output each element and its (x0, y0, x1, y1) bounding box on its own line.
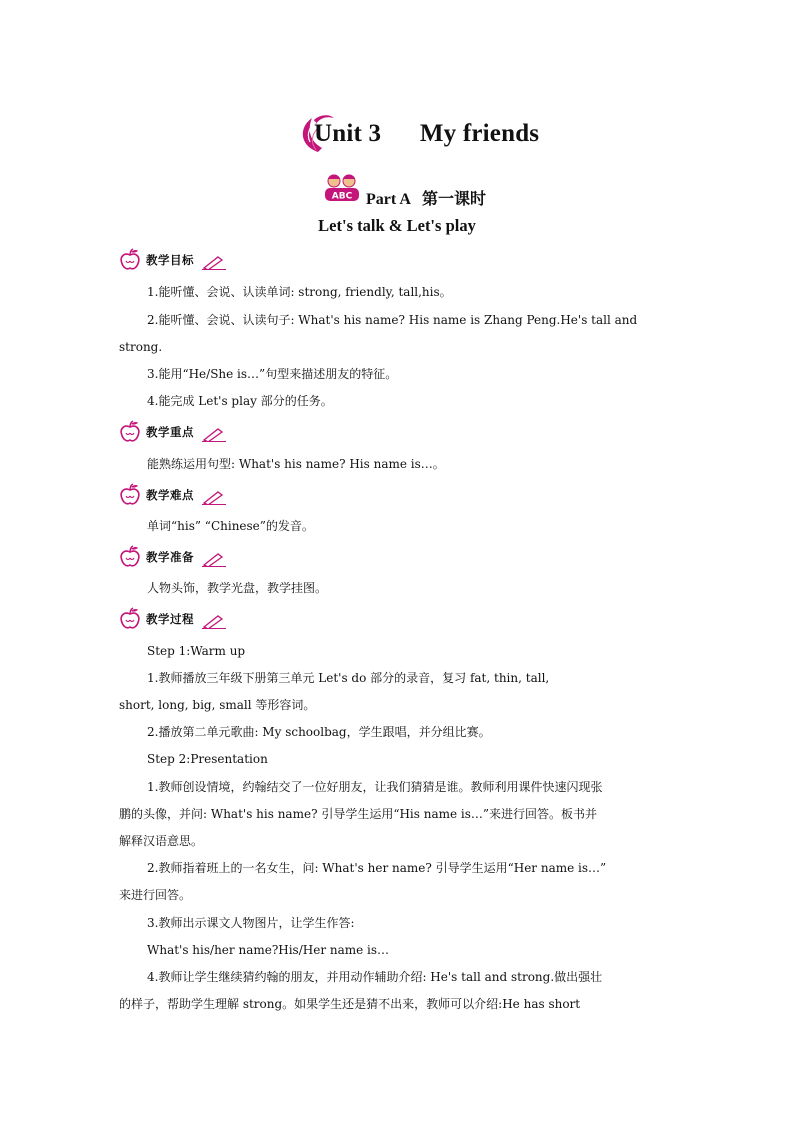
apple-icon (118, 420, 142, 444)
process-line-1: Step 1:Warm up (147, 644, 246, 658)
pencil-icon (202, 254, 226, 270)
section-header-key-points (118, 420, 228, 444)
process-line-6: 1.教师创设情境，约翰结交了一位好朋友，让我们猜猜是谁。教师利用课件快速闪现张 (147, 780, 603, 794)
section-header-objectives (118, 248, 228, 272)
section-title: 教学难点 (146, 488, 194, 502)
section-title: 教学准备 (146, 550, 194, 564)
difficulty-line: 单词“his” “Chinese”的发音。 (147, 519, 314, 533)
process-line-5: Step 2:Presentation (147, 752, 268, 766)
apple-icon (118, 545, 142, 569)
objective-line-4: 4.能完成 Let's play 部分的任务。 (147, 394, 333, 408)
apple-icon (118, 607, 142, 631)
unit-heading (314, 120, 539, 148)
preparation-line: 人物头饰，教学光盘，教学挂图。 (147, 581, 328, 595)
pencil-icon (202, 426, 226, 442)
process-line-7: 鹏的头像，并问: What's his name? 引导学生运用“His name is…”来进行回答。板书并 (119, 807, 598, 821)
abc-kids-logo-icon (322, 172, 362, 204)
unit-title (296, 112, 556, 160)
objective-line-1: 1.能听懂、会说、认读单词: strong, friendly, tall,his。 (147, 285, 452, 299)
section-title: 教学目标 (146, 253, 194, 267)
pencil-icon (202, 489, 226, 505)
process-line-13: 4.教师让学生继续猜约翰的朋友，并用动作辅助介绍: He's tall and strong.做出强壮 (147, 970, 603, 984)
objective-line-2-cont: strong. (119, 340, 163, 354)
objective-line-3: 3.能用“He/She is…”句型来描述朋友的特征。 (147, 367, 398, 381)
section-header-process (118, 607, 228, 631)
part-label: Part A 第一课时 (366, 191, 487, 208)
pencil-icon (202, 613, 226, 629)
lesson-subtitle: Let's talk & Let's play (318, 216, 476, 235)
process-line-12: What's his/her name?His/Her name is… (147, 943, 390, 957)
unit-number: Unit 3 (314, 120, 382, 147)
svg-text:ABC: ABC (331, 191, 353, 202)
unit-topic: My friends (419, 120, 540, 147)
part-heading (322, 172, 562, 208)
apple-icon (118, 248, 142, 272)
process-line-4: 2.播放第二单元歌曲: My schoolbag，学生跟唱，并分组比赛。 (147, 725, 491, 739)
lesson-number: 第一课时 (422, 191, 487, 208)
process-line-11: 3.教师出示课文人物图片，让学生作答: (147, 916, 355, 930)
process-line-3: short, long, big, small 等形容词。 (119, 698, 316, 712)
process-line-14: 的样子，帮助学生理解 strong。如果学生还是猜不出来，教师可以介绍:He has short (119, 997, 581, 1011)
section-header-preparation (118, 545, 228, 569)
process-line-8: 解释汉语意思。 (119, 834, 204, 848)
apple-icon (118, 483, 142, 507)
section-title: 教学重点 (146, 425, 194, 439)
process-line-10: 来进行回答。 (119, 888, 192, 902)
pencil-icon (202, 551, 226, 567)
objective-line-2: 2.能听懂、会说、认读句子: What's his name? His name is Zhang Peng.He's tall and (147, 313, 638, 327)
section-title: 教学过程 (146, 612, 194, 626)
process-line-2: 1.教师播放三年级下册第三单元 Let's do 部分的录音，复习 fat, thin, tall, (147, 671, 550, 685)
process-line-9: 2.教师指着班上的一名女生，问: What's her name? 引导学生运用“Her name is…” (147, 861, 607, 875)
key-point-line: 能熟练运用句型: What's his name? His name is…。 (147, 457, 445, 471)
section-header-difficulties (118, 483, 228, 507)
